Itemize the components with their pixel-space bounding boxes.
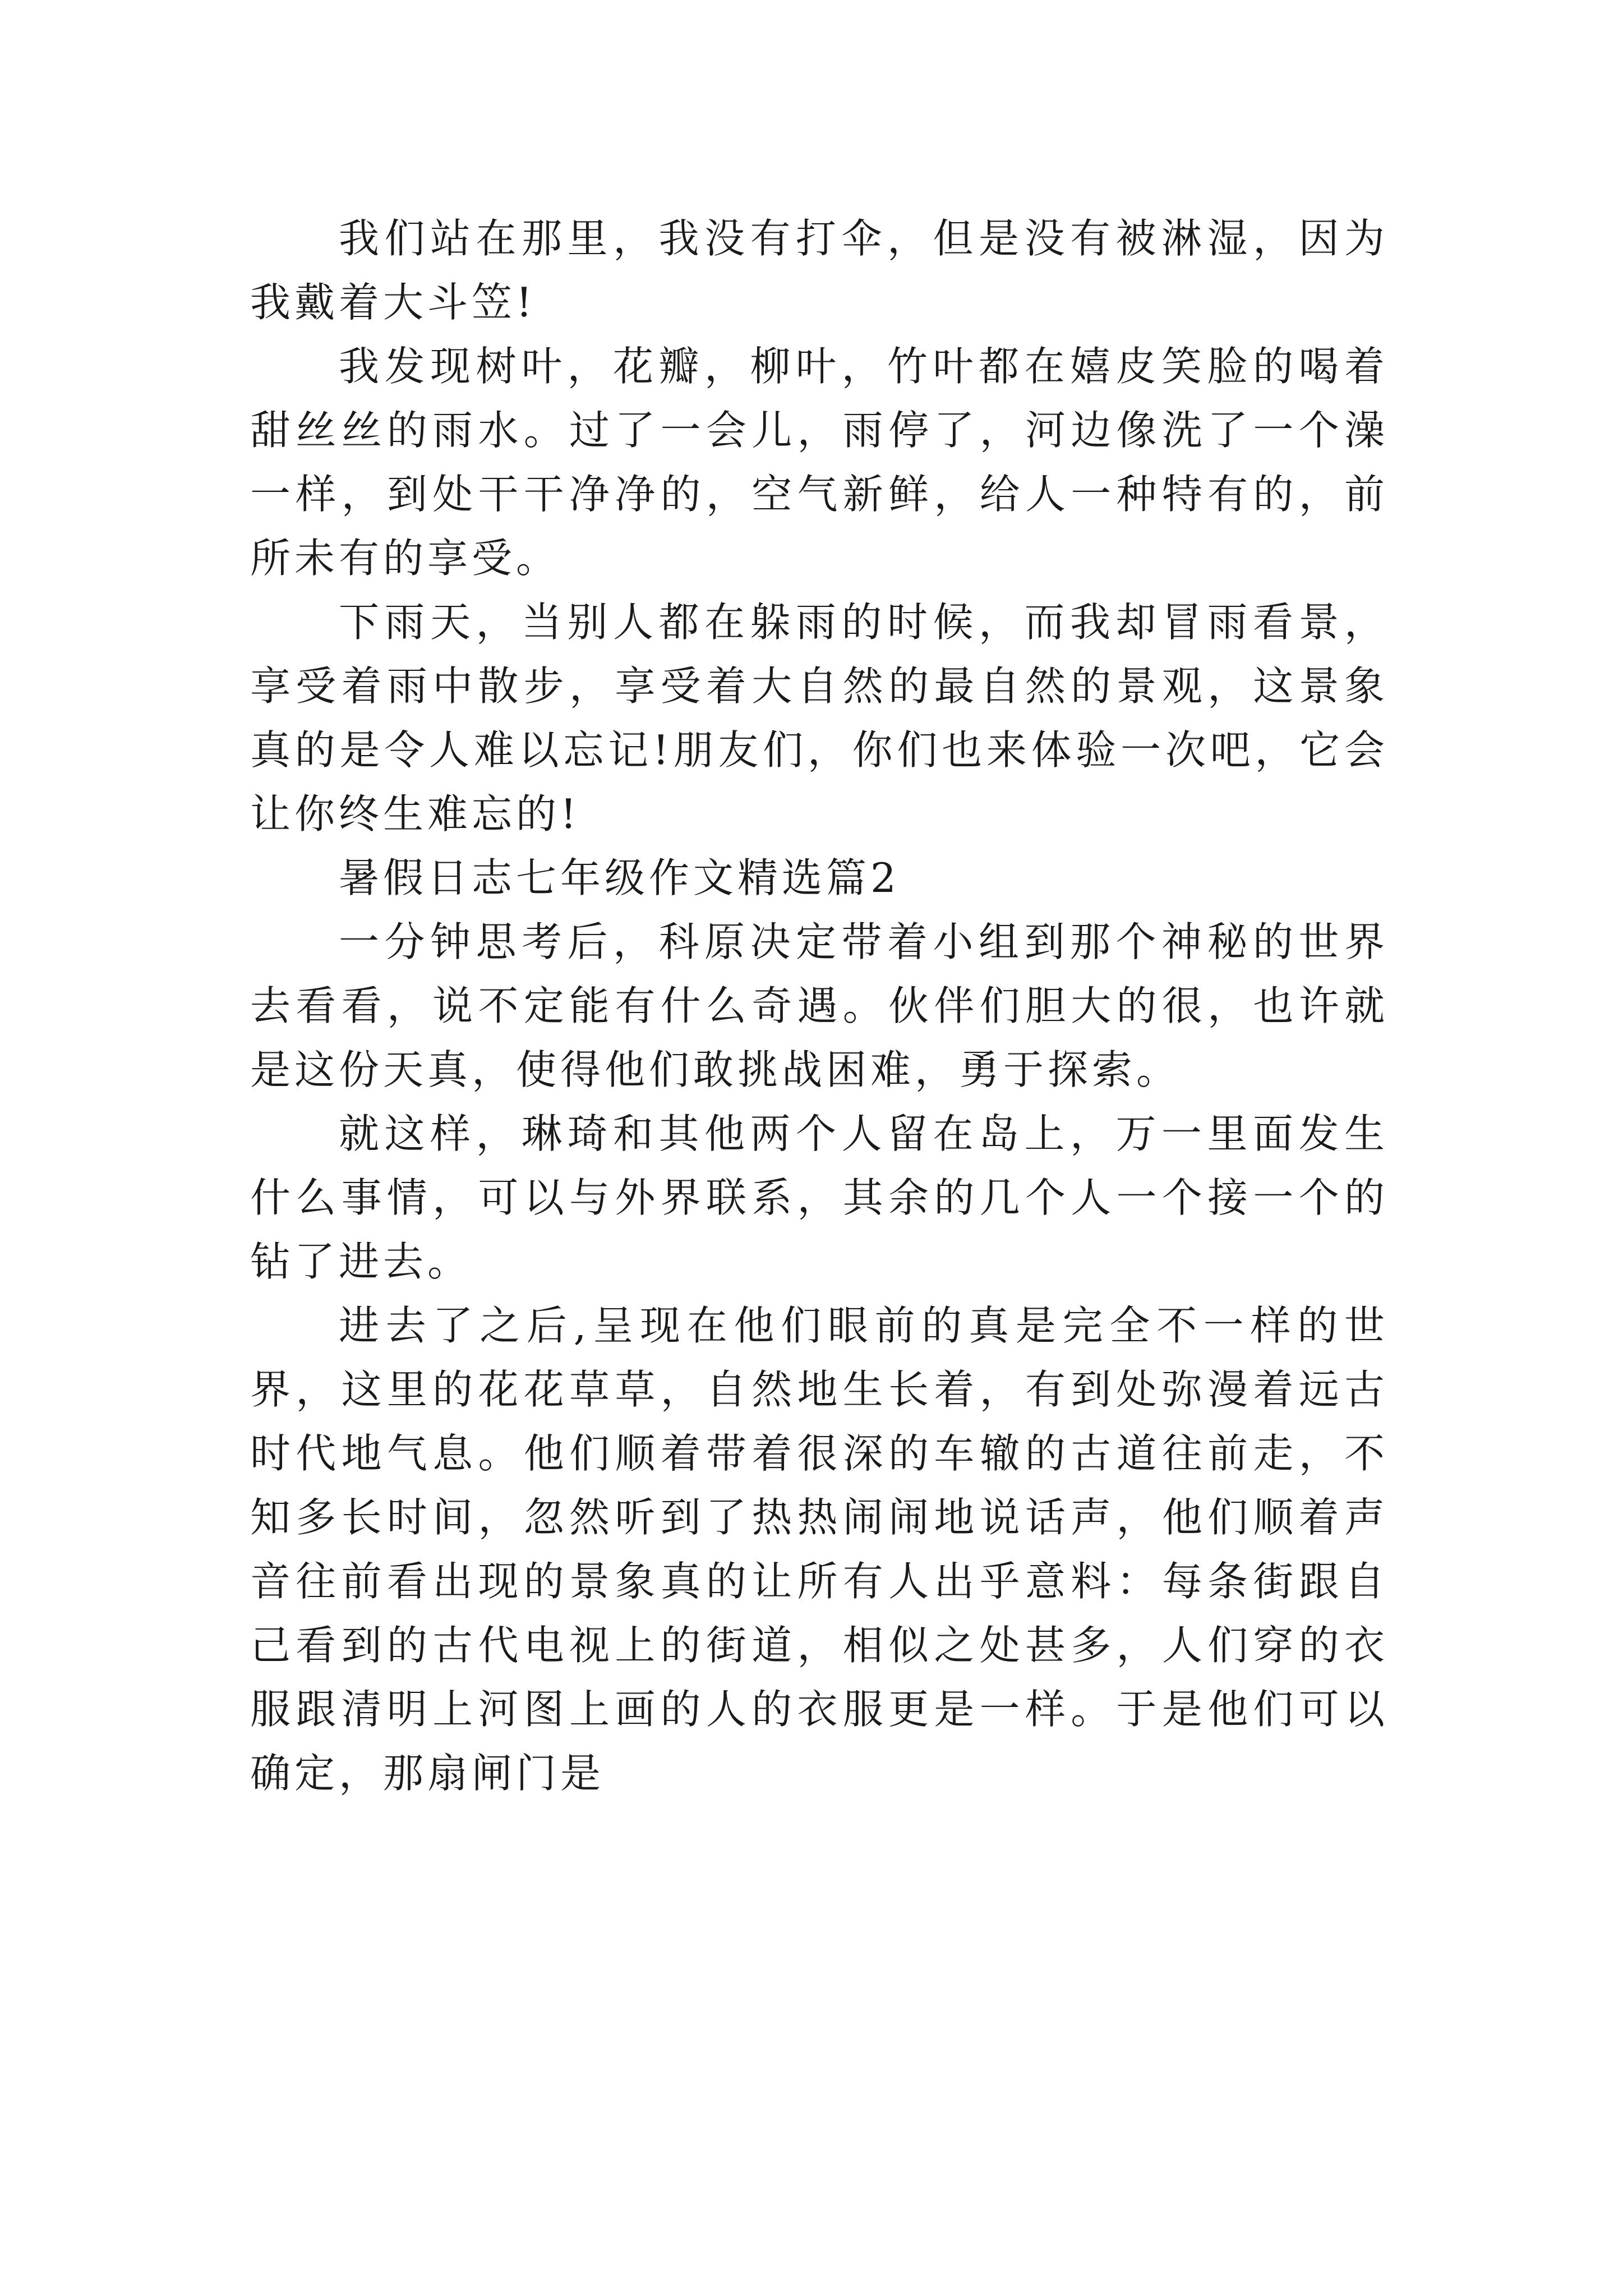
paragraph-rain-standing: 我们站在那里，我没有打伞，但是没有被淋湿，因为我戴着大斗笠! bbox=[250, 215, 1389, 326]
paragraph-decision: 一分钟思考后，科原决定带着小组到那个神秘的世界去看看，说不定能有什么奇遇。伙伴们胆大的很，也许就是这份天真，使得他们敢挑战困难，勇于探索。 bbox=[250, 918, 1389, 1093]
section-heading: 暑假日志七年级作文精选篇2 bbox=[339, 854, 900, 901]
paragraph-ancient-world: 进去了之后,呈现在他们眼前的真是完全不一样的世界，这里的花花草草，自然地生长着，有到处弥漫着远古时代地气息。他们顺着带着很深的车辙的古道往前走，不知多长时间，忽然听到了热热闹闹地说话声，他们顺着声音往前看出现的景象真的让所有人出乎意料：每条街跟自己看到的古代电视上的街道，相似之处甚多，人们穿的衣服跟清明上河图上画的人的衣服更是一样。于是他们可以确定，那扇闸门是 bbox=[250, 1302, 1389, 1797]
paragraph-leaves-rainwater: 我发现树叶，花瓣，柳叶，竹叶都在嬉皮笑脸的喝着甜丝丝的雨水。过了一会儿，雨停了，河边像洗了一个澡一样，到处干干净净的，空气新鲜，给人一种特有的，前所未有的享受。 bbox=[250, 343, 1389, 582]
paragraph-rainy-day-walk: 下雨天，当别人都在躲雨的时候，而我却冒雨看景，享受着雨中散步，享受着大自然的最自然的景观，这景象真的是令人难以忘记!朋友们，你们也来体验一次吧，它会让你终生难忘的! bbox=[250, 599, 1389, 838]
document-body bbox=[250, 206, 1389, 1805]
paragraph-stay-on-island: 就这样，琳琦和其他两个人留在岛上，万一里面发生什么事情，可以与外界联系，其余的几个人一个接一个的钻了进去。 bbox=[250, 1110, 1389, 1285]
